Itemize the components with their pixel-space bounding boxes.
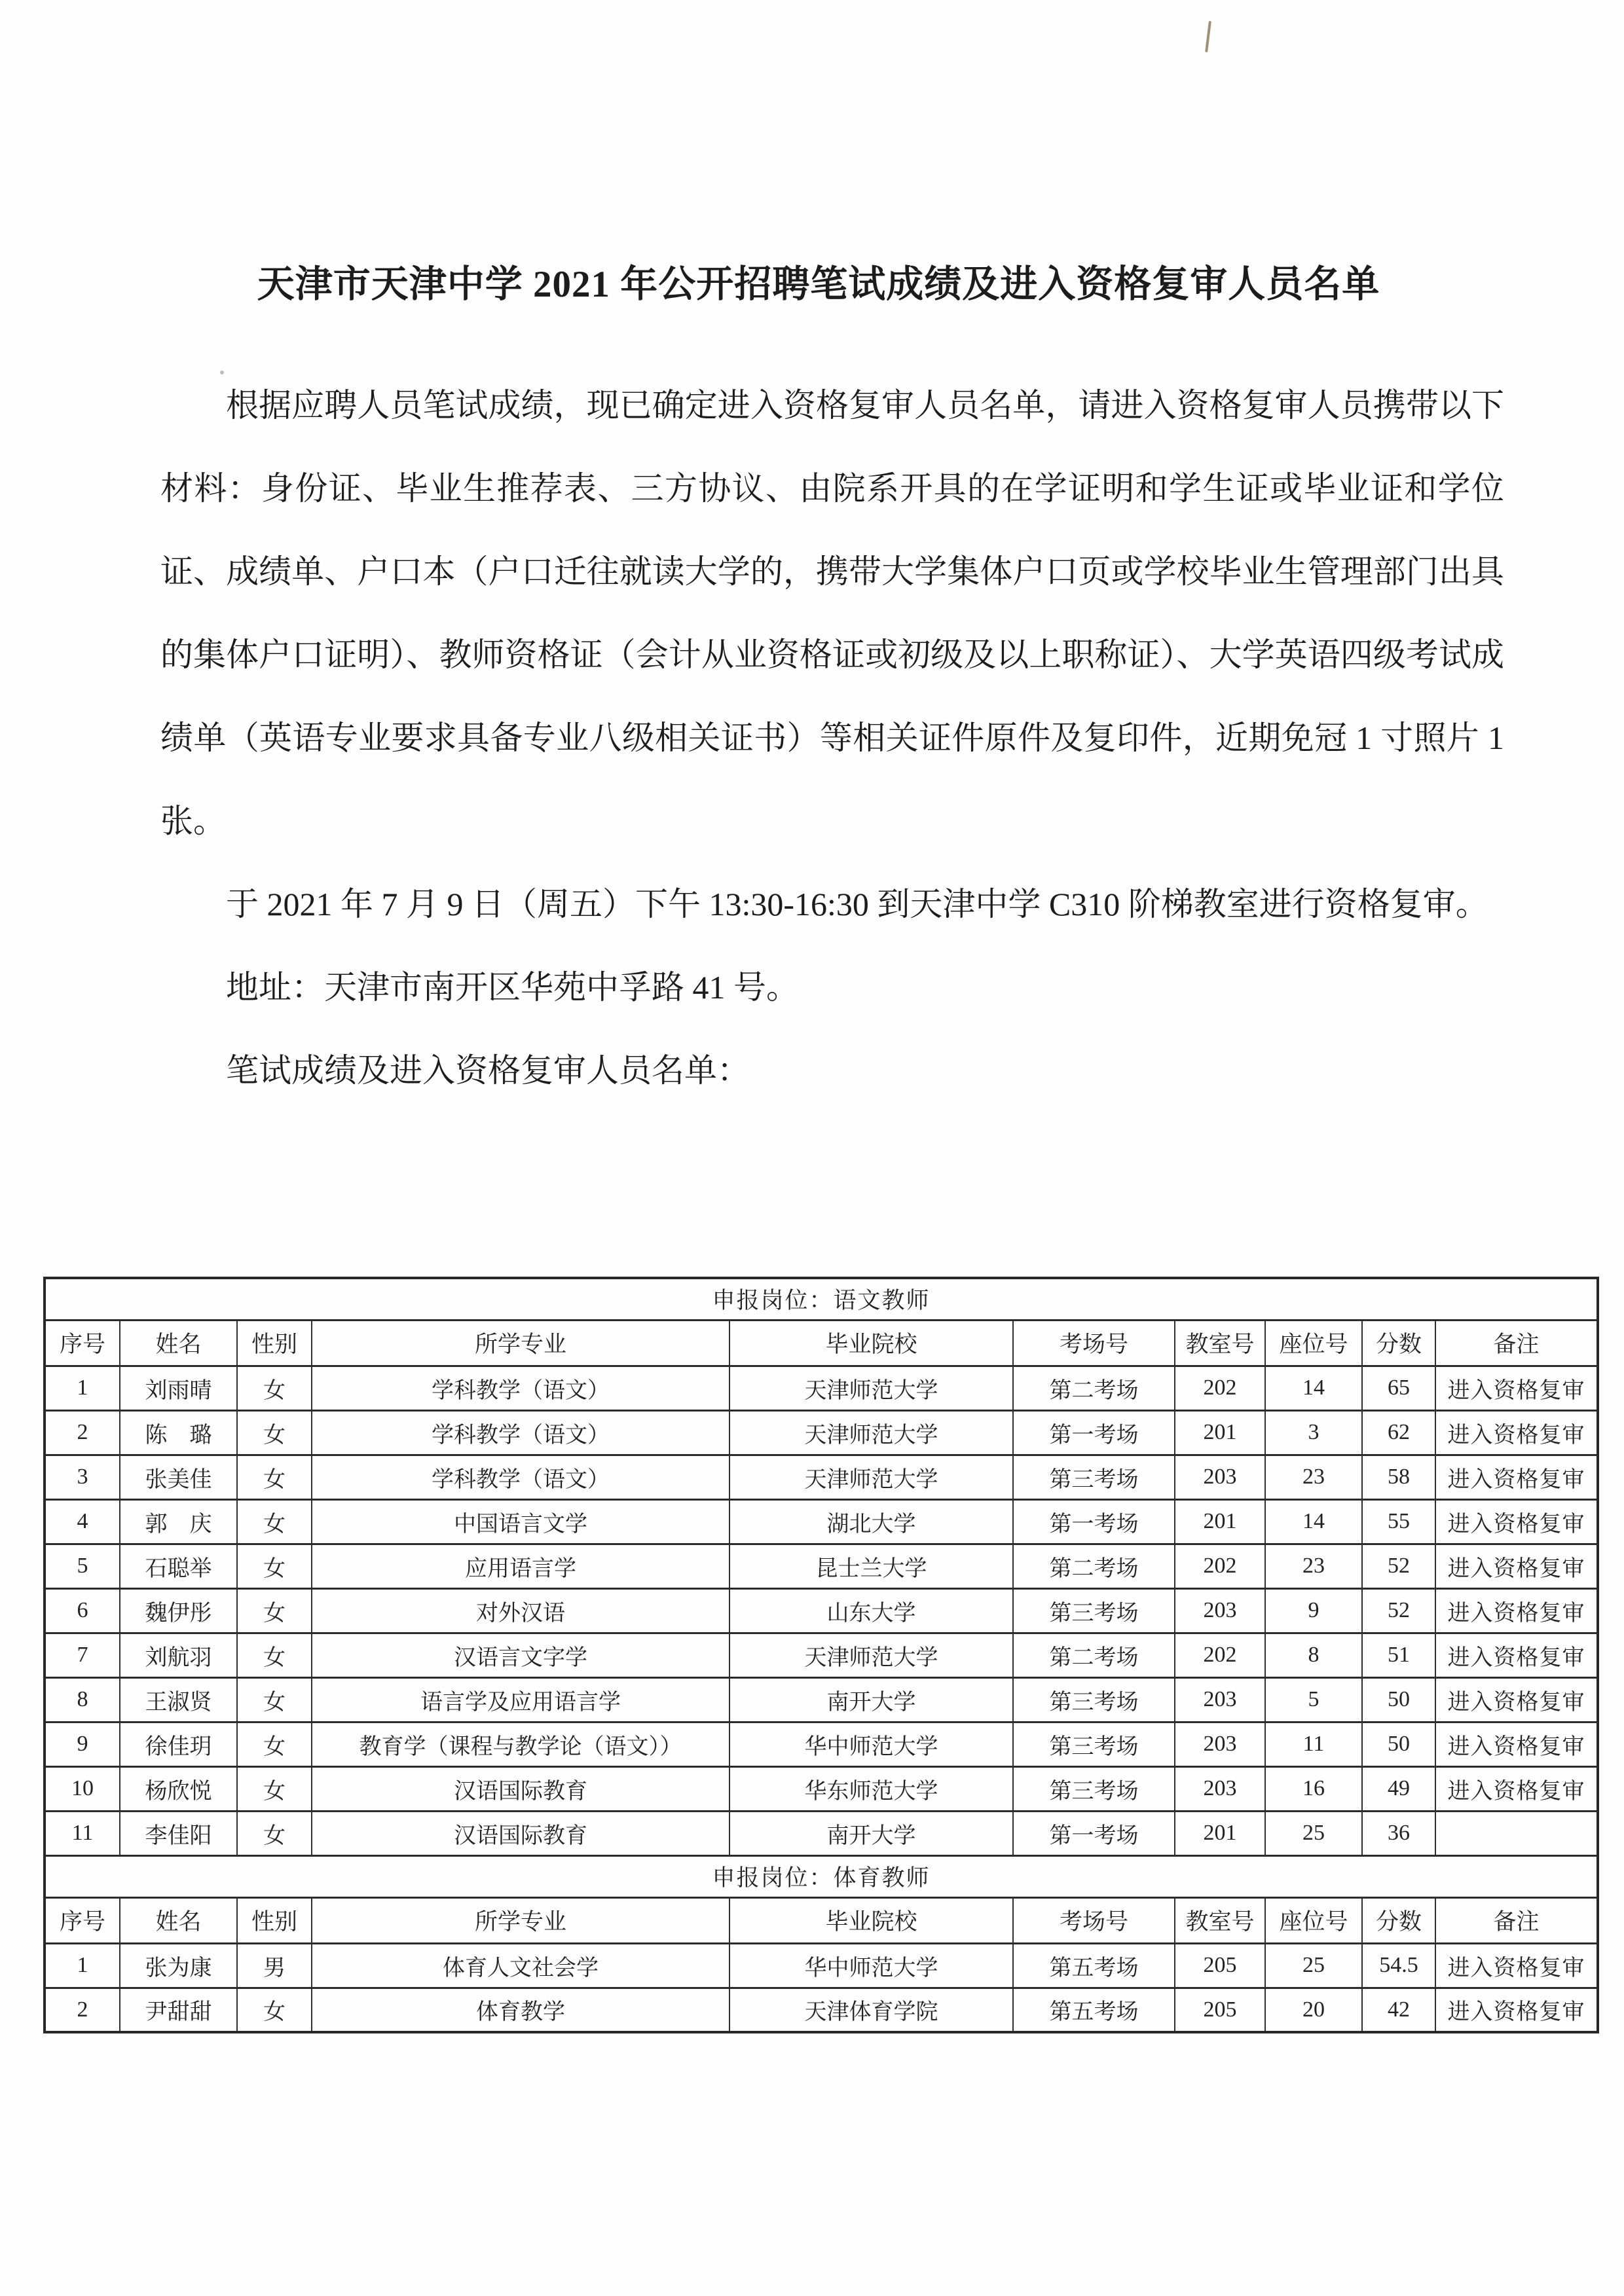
cell-classroom: 203: [1175, 1677, 1265, 1722]
column-header-seat: 座位号: [1265, 1897, 1362, 1943]
cell-major: 学科教学（语文）: [312, 1410, 729, 1455]
column-header-remark: 备注: [1435, 1320, 1598, 1366]
cell-classroom: 202: [1175, 1633, 1265, 1677]
cell-score: 55: [1362, 1499, 1435, 1544]
table-row: [45, 1499, 1598, 1544]
cell-index: 1: [45, 1366, 120, 1410]
cell-major: 体育教学: [312, 1988, 729, 2032]
cell-major: 学科教学（语文）: [312, 1366, 729, 1410]
cell-remark: 进入资格复审: [1435, 1633, 1598, 1677]
cell-remark: 进入资格复审: [1435, 1544, 1598, 1588]
column-header-seat: 座位号: [1265, 1320, 1362, 1366]
cell-major: 教育学（课程与教学论（语文））: [312, 1722, 729, 1766]
cell-index: 3: [45, 1455, 120, 1499]
cell-exam-room: 第一考场: [1013, 1499, 1175, 1544]
cell-classroom: 202: [1175, 1544, 1265, 1588]
cell-major: 对外汉语: [312, 1588, 729, 1633]
cell-major: 语言学及应用语言学: [312, 1677, 729, 1722]
column-header-gender: 性别: [237, 1320, 312, 1366]
cell-score: 49: [1362, 1766, 1435, 1811]
cell-seat: 8: [1265, 1633, 1362, 1677]
cell-score: 58: [1362, 1455, 1435, 1499]
cell-exam-room: 第一考场: [1013, 1811, 1175, 1855]
table-row: [45, 1410, 1598, 1455]
cell-classroom: 201: [1175, 1410, 1265, 1455]
table-row: [45, 1366, 1598, 1410]
section-position-label: 申报岗位：体育教师: [45, 1855, 1598, 1897]
cell-gender: 女: [237, 1410, 312, 1455]
cell-gender: 男: [237, 1943, 312, 1988]
cell-major: 学科教学（语文）: [312, 1455, 729, 1499]
cell-gender: 女: [237, 1677, 312, 1722]
cell-index: 7: [45, 1633, 120, 1677]
cell-score: 52: [1362, 1588, 1435, 1633]
section-position-label: 申报岗位：语文教师: [45, 1278, 1598, 1320]
column-header-exam-room: 考场号: [1013, 1897, 1175, 1943]
cell-university: 昆士兰大学: [729, 1544, 1013, 1588]
column-header-major: 所学专业: [312, 1320, 729, 1366]
paragraph-address: 地址：天津市南开区华苑中孚路 41 号。: [226, 969, 799, 1006]
cell-index: 6: [45, 1588, 120, 1633]
cell-name: 陈 璐: [120, 1410, 237, 1455]
cell-exam-room: 第三考场: [1013, 1766, 1175, 1811]
cell-gender: 女: [237, 1811, 312, 1855]
column-header-score: 分数: [1362, 1320, 1435, 1366]
cell-university: 华中师范大学: [729, 1722, 1013, 1766]
column-header-university: 毕业院校: [729, 1320, 1013, 1366]
table-row: [45, 1811, 1598, 1855]
cell-seat: 14: [1265, 1366, 1362, 1410]
cell-exam-room: 第三考场: [1013, 1455, 1175, 1499]
cell-index: 4: [45, 1499, 120, 1544]
cell-university: 湖北大学: [729, 1499, 1013, 1544]
cell-classroom: 203: [1175, 1455, 1265, 1499]
cell-classroom: 203: [1175, 1766, 1265, 1811]
cell-seat: 11: [1265, 1722, 1362, 1766]
table-row: [45, 1633, 1598, 1677]
cell-score: 36: [1362, 1811, 1435, 1855]
cell-university: 天津师范大学: [729, 1410, 1013, 1455]
cell-gender: 女: [237, 1766, 312, 1811]
table-row: [45, 1544, 1598, 1588]
cell-score: 50: [1362, 1677, 1435, 1722]
cell-index: 1: [45, 1943, 120, 1988]
cell-name: 王淑贤: [120, 1677, 237, 1722]
cell-index: 9: [45, 1722, 120, 1766]
column-header-index: 序号: [45, 1897, 120, 1943]
cell-gender: 女: [237, 1455, 312, 1499]
cell-index: 8: [45, 1677, 120, 1722]
cell-name: 徐佳玥: [120, 1722, 237, 1766]
cell-remark: [1435, 1811, 1598, 1855]
cell-index: 2: [45, 1988, 120, 2032]
cell-university: 华东师范大学: [729, 1766, 1013, 1811]
cell-exam-room: 第五考场: [1013, 1988, 1175, 2032]
cell-seat: 23: [1265, 1544, 1362, 1588]
cell-exam-room: 第三考场: [1013, 1588, 1175, 1633]
results-table-body: [45, 1278, 1598, 2032]
cell-remark: 进入资格复审: [1435, 1722, 1598, 1766]
cell-name: 尹甜甜: [120, 1988, 237, 2032]
column-header-remark: 备注: [1435, 1897, 1598, 1943]
cell-index: 2: [45, 1410, 120, 1455]
cell-index: 10: [45, 1766, 120, 1811]
cell-remark: 进入资格复审: [1435, 1988, 1598, 2032]
cell-exam-room: 第二考场: [1013, 1366, 1175, 1410]
cell-classroom: 201: [1175, 1811, 1265, 1855]
column-header-exam-room: 考场号: [1013, 1320, 1175, 1366]
cell-score: 51: [1362, 1633, 1435, 1677]
cell-score: 42: [1362, 1988, 1435, 2032]
cell-score: 62: [1362, 1410, 1435, 1455]
section-title-row: [45, 1278, 1598, 1320]
column-header-university: 毕业院校: [729, 1897, 1013, 1943]
cell-exam-room: 第二考场: [1013, 1544, 1175, 1588]
column-header-index: 序号: [45, 1320, 120, 1366]
cell-remark: 进入资格复审: [1435, 1455, 1598, 1499]
cell-exam-room: 第二考场: [1013, 1633, 1175, 1677]
cell-gender: 女: [237, 1366, 312, 1410]
cell-score: 65: [1362, 1366, 1435, 1410]
column-header-row: [45, 1897, 1598, 1943]
column-header-classroom: 教室号: [1175, 1897, 1265, 1943]
column-header-score: 分数: [1362, 1897, 1435, 1943]
cell-seat: 20: [1265, 1988, 1362, 2032]
cell-seat: 14: [1265, 1499, 1362, 1544]
cell-index: 5: [45, 1544, 120, 1588]
column-header-classroom: 教室号: [1175, 1320, 1265, 1366]
page-title: 天津市天津中学 2021 年公开招聘笔试成绩及进入资格复审人员名单: [257, 264, 1380, 305]
cell-gender: 女: [237, 1499, 312, 1544]
cell-name: 李佳阳: [120, 1811, 237, 1855]
column-header-gender: 性别: [237, 1897, 312, 1943]
document-body: [160, 364, 1504, 1112]
cell-university: 天津体育学院: [729, 1988, 1013, 2032]
table-row: [45, 1988, 1598, 2032]
cell-classroom: 203: [1175, 1722, 1265, 1766]
table-row: [45, 1722, 1598, 1766]
cell-university: 山东大学: [729, 1588, 1013, 1633]
cell-gender: 女: [237, 1588, 312, 1633]
cell-university: 天津师范大学: [729, 1633, 1013, 1677]
cell-major: 中国语言文学: [312, 1499, 729, 1544]
cell-university: 天津师范大学: [729, 1366, 1013, 1410]
cell-classroom: 201: [1175, 1499, 1265, 1544]
cell-major: 汉语国际教育: [312, 1811, 729, 1855]
table-row: [45, 1677, 1598, 1722]
cell-university: 华中师范大学: [729, 1943, 1013, 1988]
cell-seat: 25: [1265, 1811, 1362, 1855]
cell-seat: 9: [1265, 1588, 1362, 1633]
cell-seat: 3: [1265, 1410, 1362, 1455]
cell-university: 南开大学: [729, 1811, 1013, 1855]
cell-gender: 女: [237, 1633, 312, 1677]
cell-major: 汉语言文字学: [312, 1633, 729, 1677]
cell-remark: 进入资格复审: [1435, 1588, 1598, 1633]
column-header-name: 姓名: [120, 1320, 237, 1366]
cell-remark: 进入资格复审: [1435, 1677, 1598, 1722]
cell-seat: 25: [1265, 1943, 1362, 1988]
cell-remark: 进入资格复审: [1435, 1499, 1598, 1544]
column-header-name: 姓名: [120, 1897, 237, 1943]
cell-name: 魏伊彤: [120, 1588, 237, 1633]
cell-exam-room: 第三考场: [1013, 1677, 1175, 1722]
paragraph-schedule: 于 2021 年 7 月 9 日（周五）下午 13:30-16:30 到天津中学 C310 阶梯教室进行资格复审。: [226, 886, 1488, 922]
cell-name: 郭 庆: [120, 1499, 237, 1544]
cell-university: 南开大学: [729, 1677, 1013, 1722]
cell-university: 天津师范大学: [729, 1455, 1013, 1499]
table-row: [45, 1455, 1598, 1499]
cell-name: 张为康: [120, 1943, 237, 1988]
cell-seat: 16: [1265, 1766, 1362, 1811]
results-table: [43, 1277, 1599, 2033]
cell-name: 刘雨晴: [120, 1366, 237, 1410]
cell-major: 应用语言学: [312, 1544, 729, 1588]
cell-score: 50: [1362, 1722, 1435, 1766]
cell-seat: 23: [1265, 1455, 1362, 1499]
paragraph-list-intro: 笔试成绩及进入资格复审人员名单：: [226, 1052, 750, 1089]
cell-remark: 进入资格复审: [1435, 1766, 1598, 1811]
cell-exam-room: 第一考场: [1013, 1410, 1175, 1455]
cell-name: 刘航羽: [120, 1633, 237, 1677]
cell-remark: 进入资格复审: [1435, 1943, 1598, 1988]
cell-gender: 女: [237, 1988, 312, 2032]
cell-index: 11: [45, 1811, 120, 1855]
cell-major: 汉语国际教育: [312, 1766, 729, 1811]
table-row: [45, 1588, 1598, 1633]
paragraph-materials: 根据应聘人员笔试成绩，现已确定进入资格复审人员名单，请进入资格复审人员携带以下材料：身份证、毕业生推荐表、三方协议、由院系开具的在学证明和学生证或毕业证和学位证、成绩单、户口本（户口迁往就读大学的，携带大学集体户口页或学校毕业生管理部门出具的集体户口证明）、教师资格证（会计从业资格证或初级及以上职称证）、大学英语四级考试成绩单（英语专业要求具备专业八级相关证书）等相关证件原件及复印件，近期免冠 1 寸照片 1 张。: [160, 387, 1504, 839]
section-title-row: [45, 1855, 1598, 1897]
cell-remark: 进入资格复审: [1435, 1366, 1598, 1410]
cell-score: 52: [1362, 1544, 1435, 1588]
cell-classroom: 205: [1175, 1943, 1265, 1988]
cell-name: 杨欣悦: [120, 1766, 237, 1811]
cell-seat: 5: [1265, 1677, 1362, 1722]
cell-remark: 进入资格复审: [1435, 1410, 1598, 1455]
column-header-major: 所学专业: [312, 1897, 729, 1943]
cell-classroom: 203: [1175, 1588, 1265, 1633]
table-row: [45, 1943, 1598, 1988]
scan-artifact: [1205, 21, 1211, 52]
cell-name: 石聪举: [120, 1544, 237, 1588]
column-header-row: [45, 1320, 1598, 1366]
cell-exam-room: 第三考场: [1013, 1722, 1175, 1766]
cell-exam-room: 第五考场: [1013, 1943, 1175, 1988]
cell-major: 体育人文社会学: [312, 1943, 729, 1988]
table-row: [45, 1766, 1598, 1811]
cell-classroom: 205: [1175, 1988, 1265, 2032]
cell-gender: 女: [237, 1544, 312, 1588]
cell-name: 张美佳: [120, 1455, 237, 1499]
cell-gender: 女: [237, 1722, 312, 1766]
cell-classroom: 202: [1175, 1366, 1265, 1410]
cell-score: 54.5: [1362, 1943, 1435, 1988]
